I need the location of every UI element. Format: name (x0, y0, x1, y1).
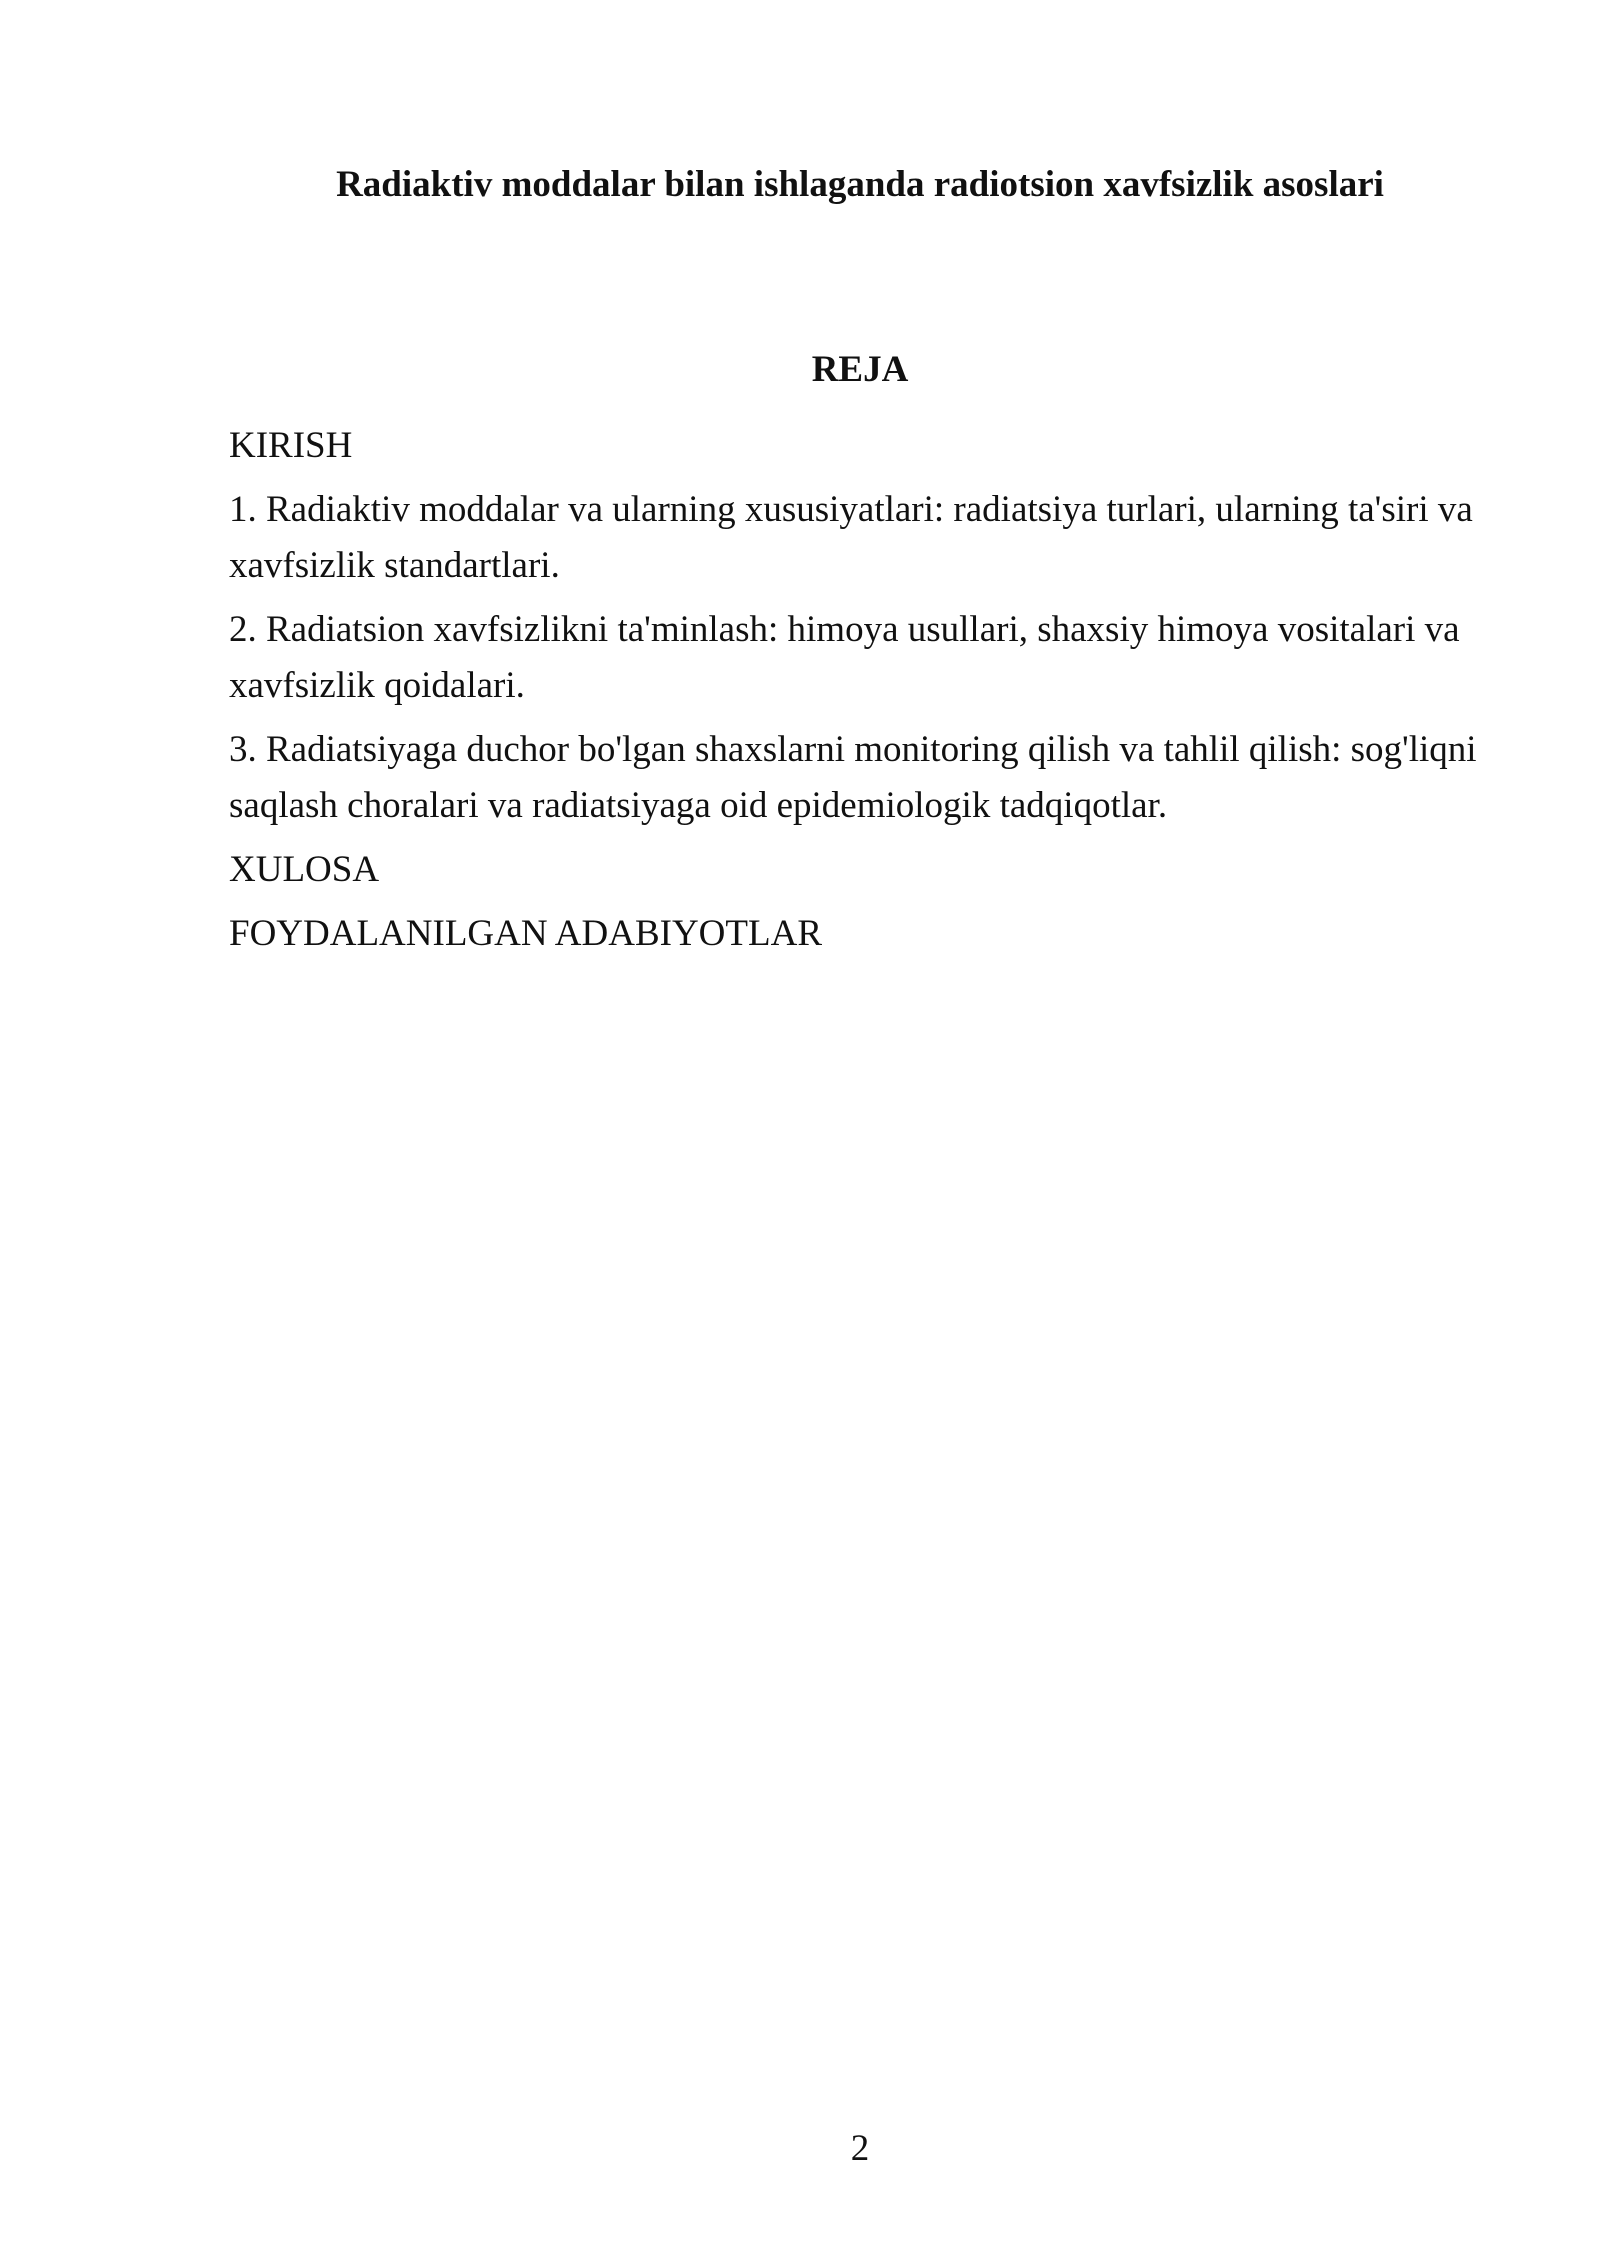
plan-item-2: 2. Radiatsion xavfsizlikni ta'minlash: himoya usullari, shaxsiy himoya vositalari va xavfsizlik qoidalari. (229, 609, 1460, 706)
plan-item-3: 3. Radiatsiyaga duchor bo'lgan shaxslarni monitoring qilish va tahlil qilish: sog'liqni saqlash choralari va radiatsiyaga oid epidemiologik tadqiqotlar. (229, 729, 1477, 826)
plan-item-introduction: KIRISH (229, 425, 353, 466)
plan-item-references: FOYDALANILGAN ADABIYOTLAR (229, 913, 822, 954)
page-number: 2 (850, 2128, 870, 2169)
plan-item-1: 1. Radiaktiv moddalar va ularning xususiyatlari: radiatsiya turlari, ularning ta'siri va xavfsizlik standartlari. (229, 489, 1473, 586)
plan-heading: REJA (811, 349, 909, 390)
plan-item-conclusion: XULOSA (229, 849, 380, 890)
document-title: Radiaktiv moddalar bilan ishlaganda radiotsion xavfsizlik asoslari (336, 164, 1384, 205)
plan-list (229, 418, 1491, 970)
